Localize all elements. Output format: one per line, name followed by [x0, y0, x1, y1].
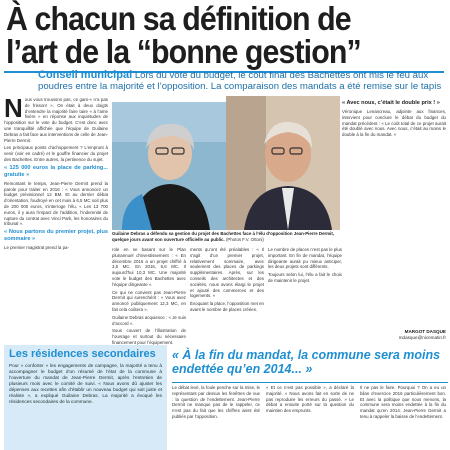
article-column-2 [112, 247, 186, 345]
bottom-column-2: « Et ce n’est pas possible », a déclaré la majorité. « Nous avons fait en sorte de ne pas reproduire les erreurs du passé. » Le débat a ensuite porté sur la question du maintien des emprunts. [266, 385, 354, 414]
col1-subhead-1: « 125 000 euros la place de parking... gratuite » [4, 164, 108, 178]
col1-intro: ous vous trouvions pas, ce gars-« n’a pas de frisson! ». On était à deux doigts d’entendre la majorité faire taire « à l’ame fisére » en réponse aux inquiétudes de l’opposition sur le vote du budget. C’est donc avec une tranquillité affichée que l’équipe de Guilaine Debras a fait face aux interventions de celle de Jean-Pierre Dermit. [4, 97, 108, 143]
sidebar-quote-column [342, 100, 446, 138]
sidebar-quote-text: Véronique Lenancreau, adjointe aux finances, intervient pour conclure le débat du budget du mandat précédent : « Le coût total de ce projet aurait été doublé avec nous. Avec nous, c’était au moins le double à la fin du mandat. » [342, 109, 446, 138]
caption-text: Guilaine Debras a défendu sa gestion du projet des Bachettes face à l’élu d’opposition Jean-Pierre Dermit, quelque jours avant son ouverture officielle au public. [112, 231, 335, 242]
headline-line-2: l’art de la “bonne gestion” [6, 33, 361, 70]
drop-cap: N [4, 93, 23, 123]
bottom-column-1: Le débat levé, la foule penche sur la mise, le représentant par dessus les fenêtres de vue : la question de l’endettement. Jean-Pierre Dermit ne manque pas de le rappeler, ce n’est pas du fait que les chiffres aient été publiés par l’opposition. [172, 385, 260, 419]
photo-jean-pierre-dermit [226, 96, 340, 230]
col2-paragraph: Sous couvert de l’illustration de l’ouvrage et surtout du nécessaire financement pour l’équipement. [112, 328, 186, 345]
pull-quote: « À la fin du mandat, la commune sera moins endettée qu’en 2014... » [172, 348, 441, 376]
residences-box [4, 345, 167, 450]
headline-line-1: À chacun sa définition de [6, 0, 351, 37]
author-name: MARGOT DASQUE [404, 329, 446, 334]
portrait-man-image [226, 96, 340, 230]
article-column-1 [4, 93, 108, 342]
lead-text: Lors du vote du budget, le coût final des Bachettes ont mis le feu aux poudres entre la majorité et l’opposition. La comparaison des mandats a été remise sur le tapis [38, 70, 442, 93]
col1-paragraph: Le premier magistrat prend la pa- [4, 245, 69, 251]
sidebar-quote-title: « Avec nous, c’était le double prix ! » [342, 100, 440, 106]
photo-caption [112, 231, 340, 242]
col1-subhead-2: « Nous partons du premier projet, plus sommaire » [4, 229, 108, 243]
residences-text: Pour « conforter » les engagements de campagne, la majorité a tenu à accompagner le budget d’un résumé de l’état de la commune à l’ouverture du mandat de Jean-Pierre Dermit, après l’entretien de plusieurs mois avec le comité de suivi. « Nous avons dû ajuster les dépenses aux recettes afin d’établir un nouveau budget qui soit juste et réaliste », a expliqué Guilaine Debras. La majorité a évoqué les résidences secondaires de la commune. [9, 363, 162, 404]
article-column-4 [268, 247, 342, 342]
portrait-woman-image [112, 102, 226, 230]
col3-paragraph: ments qu’ont été préalables : « Il s’agit d’un premier projet, relativement sommaire, avec seulement des places de parkings supplémentaires. Après, sur les conseils des architectes et des sociétés, nous avons élargi le projet et ajouté des commerces et des logements. » [190, 247, 264, 299]
col2-paragraph: Guilaine Debras acquiesce : « Je suis d’accord ». [112, 314, 186, 326]
col1-paragraph: Les principaux points d’achoppement ? L’emprunt à venir (voir en cadré) et le gouffre financier du projet des Bachettes. Entre autres, la pertinence du sujet. [4, 145, 108, 162]
byline [380, 329, 446, 341]
photo-guilaine-debras [112, 102, 226, 230]
residences-title: Les résidences secondaires [9, 348, 156, 360]
pull-quote-divider [172, 382, 448, 383]
col2-paragraph: Ce qui ne convient pas Jean-Pierre Dermit qui surenchérit : « Vous avez annoncé publiquement 12,3 MC, en fait cela coûtera ». [112, 289, 186, 312]
section-kicker: Conseil municipal [38, 69, 133, 81]
col4-paragraph: Le nombre de places n’est pas le plus important. En fin de mandat, l’équipe dirigeante aurait pu mieux anticiper, les deux projets sont différents. [268, 247, 342, 270]
lead-paragraph [38, 70, 446, 92]
bottom-column-3: Il ne pas le faire. Pourquoi ? On a eu un bilan d’exercice 2016 particulièrement bon. Et avec la politique que nous menons, la commune sera moins endettée à la fin du mandat qu’en 2014. Jean-Pierre Dermit a tenu à rappeler la baisse de l’endettement. [360, 385, 446, 419]
photo-credit: (Photos F.V. Ottoni) [225, 236, 264, 242]
headline [6, 2, 411, 68]
col3-paragraph: Évoquant la place, l’opposition met en avant le nombre de places créées. [190, 301, 264, 312]
article-column-3 [190, 247, 264, 342]
col1-paragraph: Remontant le temps, Jean-Pierre Dermit prend la parole pour traiter en 2016 : « Vous annoncez un budget prévisionnel 12 BM. Et au dernier débat d’orientation, foudroyé en cet mois à 6,5 MC soit plus de 200 000 euros, s’interroge l’élu. « Les 13 700 euros, il y aura l’impact de l’addition, l’indemnité de rupture du contrat avec Vinci Park, les honoraires du tribunal ». [4, 180, 108, 227]
author-email: mdasque@nicematin.fr [398, 335, 446, 340]
col4-paragraph: Toujours selon lui, l’élu a fait le choix de maintenir le projet. [268, 272, 342, 283]
col2-paragraph: role en se basant sur le Plan pluriannuel d’investissement : « En décembre 2015 a un projet chiffré à 3,5 MC. En 2016, 6,6 MC. Il aujourd’hui 10,3 MC. Une majorité vote le budget des Bachettes avec l’équipe dirigeante ». [112, 247, 186, 287]
